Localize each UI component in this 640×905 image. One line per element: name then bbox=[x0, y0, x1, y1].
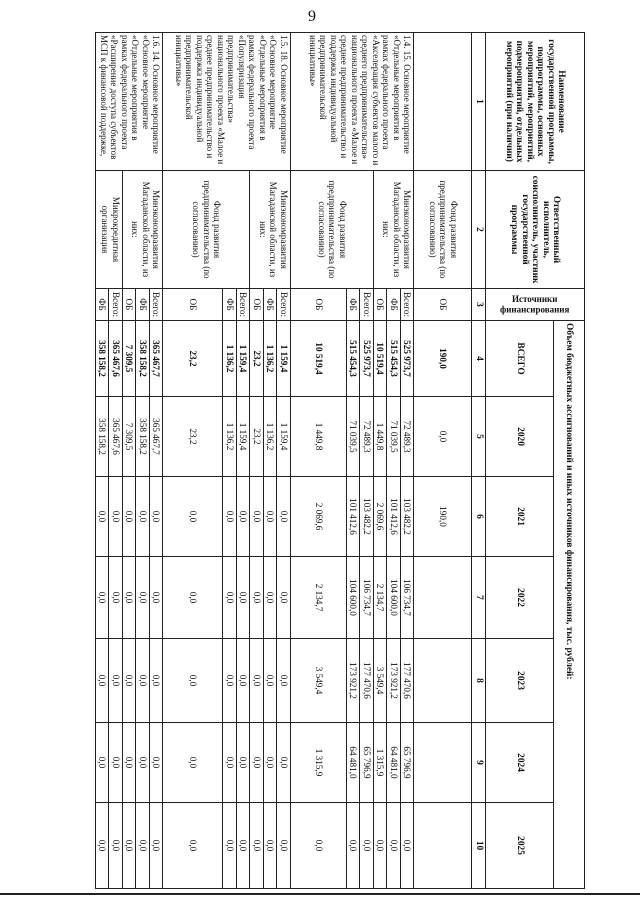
col-number: 3 bbox=[472, 289, 486, 321]
header-name: Наименование государственной программы, подпрограммы, основных мероприятий, мероприятий, подмероприятий, отдельных мероприятий (при наличии) bbox=[486, 33, 585, 171]
value-cell: 0,0 bbox=[264, 477, 278, 557]
rotated-table-wrapper bbox=[95, 32, 585, 888]
header-year: 2023 bbox=[486, 639, 554, 723]
value-cell: 65 796,9 bbox=[360, 723, 374, 803]
value-cell: 358 158,2 bbox=[96, 321, 110, 397]
value-cell: 0,0 bbox=[163, 803, 223, 889]
value-cell: 0,0 bbox=[163, 477, 223, 557]
value-cell: 0,0 bbox=[150, 557, 164, 639]
source-cell: ОБ bbox=[123, 289, 137, 321]
value-cell: 23,2 bbox=[250, 321, 264, 397]
value-cell: 23,2 bbox=[250, 397, 264, 477]
value-cell: 177 470,6 bbox=[401, 639, 415, 723]
value-cell: 0,0 bbox=[163, 639, 223, 723]
value-cell: 71 039,5 bbox=[387, 397, 401, 477]
value-cell: 64 481,0 bbox=[347, 723, 361, 803]
value-cell: 1 315,9 bbox=[374, 723, 388, 803]
executor-cell: Минэкономразвития Магаданской области, из них: bbox=[123, 171, 164, 289]
value-cell: 0,0 bbox=[96, 803, 110, 889]
source-cell: Всего: bbox=[109, 289, 123, 321]
program-name-cell: 1.5. 18. Основное мероприятие «Основное мероприятие «Отдельные мероприятия в рамках федерального проекта «Популяризация предпринимательства» национального проекта «Малое и среднее предпринимательство и поддержка индивидуальной предпринимательской инициативы» bbox=[163, 33, 291, 171]
value-cell: 358 158,2 bbox=[96, 397, 110, 477]
source-cell: ОБ bbox=[291, 289, 347, 321]
value-cell: 0,0 bbox=[347, 803, 361, 889]
value-cell: 65 796,9 bbox=[401, 723, 415, 803]
value-cell: 0,0 bbox=[264, 723, 278, 803]
value-cell: 1 159,4 bbox=[277, 397, 291, 477]
value-cell bbox=[414, 803, 472, 889]
value-cell: 10 519,4 bbox=[291, 321, 347, 397]
value-cell: 0,0 bbox=[96, 639, 110, 723]
page-number: 9 bbox=[308, 8, 316, 25]
source-cell: ФБ bbox=[96, 289, 110, 321]
source-cell: ОБ bbox=[414, 289, 472, 321]
value-cell: 1 159,4 bbox=[237, 397, 251, 477]
value-cell: 0,0 bbox=[414, 397, 472, 477]
header-source: Источники финансирования bbox=[486, 289, 585, 321]
value-cell: 0,0 bbox=[237, 477, 251, 557]
value-cell: 64 481,0 bbox=[387, 723, 401, 803]
value-cell: 0,0 bbox=[387, 803, 401, 889]
value-cell: 3 549,4 bbox=[291, 639, 347, 723]
value-cell: 1 136,2 bbox=[264, 321, 278, 397]
value-cell: 365 467,6 bbox=[109, 397, 123, 477]
value-cell: 0,0 bbox=[123, 803, 137, 889]
header-total: ВСЕГО bbox=[486, 321, 554, 397]
funding-table bbox=[95, 32, 585, 889]
value-cell: 0,0 bbox=[277, 803, 291, 889]
value-cell: 0,0 bbox=[123, 557, 137, 639]
col-number: 4 bbox=[472, 321, 486, 397]
page-bottom-rule bbox=[0, 893, 640, 895]
program-name-cell: 1.4. 15. Основное мероприятие «Отдельные мероприятия в рамках федерального проекта «Акселерация субъектов малого и среднего предпринимательства» национального проекта «Малое и среднее предпринимательство и поддержка индивидуальной предпринимательской инициативы» bbox=[291, 33, 415, 171]
value-cell: 358 158,2 bbox=[136, 321, 150, 397]
value-cell: 0,0 bbox=[277, 557, 291, 639]
value-cell: 0,0 bbox=[223, 639, 237, 723]
value-cell: 103 482,2 bbox=[401, 477, 415, 557]
value-cell: 2 134,7 bbox=[374, 557, 388, 639]
header-year: 2020 bbox=[486, 397, 554, 477]
value-cell: 101 412,6 bbox=[387, 477, 401, 557]
value-cell: 1 315,9 bbox=[291, 723, 347, 803]
value-cell: 0,0 bbox=[250, 803, 264, 889]
table-row bbox=[150, 33, 164, 889]
source-cell: ОБ bbox=[250, 289, 264, 321]
value-cell: 0,0 bbox=[223, 803, 237, 889]
value-cell: 0,0 bbox=[109, 557, 123, 639]
value-cell: 72 489,3 bbox=[360, 397, 374, 477]
value-cell: 0,0 bbox=[250, 723, 264, 803]
value-cell: 0,0 bbox=[237, 723, 251, 803]
value-cell: 0,0 bbox=[374, 803, 388, 889]
value-cell: 7 309,5 bbox=[123, 321, 137, 397]
value-cell: 0,0 bbox=[223, 723, 237, 803]
value-cell: 0,0 bbox=[250, 557, 264, 639]
value-cell: 1 159,4 bbox=[277, 321, 291, 397]
value-cell: 515 454,3 bbox=[387, 321, 401, 397]
value-cell: 71 039,5 bbox=[347, 397, 361, 477]
value-cell: 0,0 bbox=[109, 803, 123, 889]
col-number: 9 bbox=[472, 723, 486, 803]
value-cell: 0,0 bbox=[136, 723, 150, 803]
value-cell: 3 549,4 bbox=[374, 639, 388, 723]
value-cell: 101 412,6 bbox=[347, 477, 361, 557]
value-cell: 1 449,8 bbox=[291, 397, 347, 477]
header-year: 2022 bbox=[486, 557, 554, 639]
value-cell: 1 136,2 bbox=[223, 321, 237, 397]
header-year: 2021 bbox=[486, 477, 554, 557]
value-cell: 0,0 bbox=[109, 477, 123, 557]
value-cell: 0,0 bbox=[163, 723, 223, 803]
value-cell: 2 134,7 bbox=[291, 557, 347, 639]
value-cell: 0,0 bbox=[109, 639, 123, 723]
program-name-cell: 1.6. 14. Основное мероприятие «Основное мероприятие «Отдельные мероприятия в рамках федерального проекта «Расширение доступа субъектов МСП к финансовой поддержке, bbox=[96, 33, 164, 171]
header-executor: Ответственный исполнитель, соисполнитель, участник государственной программы bbox=[486, 171, 585, 289]
value-cell: 173 921,2 bbox=[387, 639, 401, 723]
source-cell: ОБ bbox=[374, 289, 388, 321]
value-cell: 0,0 bbox=[291, 803, 347, 889]
value-cell: 23,2 bbox=[163, 397, 223, 477]
value-cell: 0,0 bbox=[150, 803, 164, 889]
value-cell: 0,0 bbox=[277, 723, 291, 803]
col-number: 2 bbox=[472, 171, 486, 289]
value-cell: 0,0 bbox=[123, 723, 137, 803]
col-number: 1 bbox=[472, 33, 486, 171]
value-cell: 10 519,4 bbox=[374, 321, 388, 397]
col-number: 6 bbox=[472, 477, 486, 557]
value-cell: 0,0 bbox=[237, 803, 251, 889]
value-cell: 365 467,7 bbox=[150, 321, 164, 397]
value-cell: 106 734,7 bbox=[360, 557, 374, 639]
value-cell: 104 600,0 bbox=[387, 557, 401, 639]
value-cell: 0,0 bbox=[96, 723, 110, 803]
value-cell: 0,0 bbox=[250, 477, 264, 557]
value-cell: 0,0 bbox=[264, 557, 278, 639]
value-cell: 0,0 bbox=[123, 639, 137, 723]
value-cell: 0,0 bbox=[264, 639, 278, 723]
value-cell: 2 069,6 bbox=[374, 477, 388, 557]
value-cell: 104 600,0 bbox=[347, 557, 361, 639]
value-cell: 365 467,6 bbox=[109, 321, 123, 397]
table-row bbox=[401, 33, 415, 889]
value-cell: 0,0 bbox=[150, 477, 164, 557]
source-cell: Всего: bbox=[401, 289, 415, 321]
value-cell bbox=[414, 557, 472, 639]
source-cell: ФБ bbox=[347, 289, 361, 321]
col-number: 7 bbox=[472, 557, 486, 639]
value-cell: 1 136,2 bbox=[264, 397, 278, 477]
header-year: 2024 bbox=[486, 723, 554, 803]
source-cell: ФБ bbox=[136, 289, 150, 321]
value-cell: 0,0 bbox=[109, 723, 123, 803]
value-cell: 525 973,7 bbox=[401, 321, 415, 397]
value-cell: 0,0 bbox=[223, 557, 237, 639]
value-cell: 2 069,6 bbox=[291, 477, 347, 557]
executor-cell: Фонд развития предпринимательства (по согласованию) bbox=[291, 171, 374, 289]
value-cell: 0,0 bbox=[96, 477, 110, 557]
value-cell: 0,0 bbox=[150, 639, 164, 723]
source-cell: Всего: bbox=[150, 289, 164, 321]
executor-cell: Микрокредитная организация bbox=[96, 171, 123, 289]
col-number: 8 bbox=[472, 639, 486, 723]
source-cell: ФБ bbox=[264, 289, 278, 321]
value-cell bbox=[414, 639, 472, 723]
value-cell: 7 309,5 bbox=[123, 397, 137, 477]
value-cell: 0,0 bbox=[237, 557, 251, 639]
value-cell: 103 482,2 bbox=[360, 477, 374, 557]
value-cell: 365 467,7 bbox=[150, 397, 164, 477]
value-cell: 515 454,3 bbox=[347, 321, 361, 397]
value-cell: 173 921,2 bbox=[347, 639, 361, 723]
value-cell: 0,0 bbox=[136, 557, 150, 639]
source-cell: Всего: bbox=[237, 289, 251, 321]
header-funding: Объем бюджетных ассигнований и иных источников финансирования, тыс. рублей: bbox=[554, 321, 585, 889]
value-cell: 0,0 bbox=[277, 639, 291, 723]
value-cell: 358 158,2 bbox=[136, 397, 150, 477]
source-cell: ФБ bbox=[223, 289, 237, 321]
value-cell: 0,0 bbox=[136, 477, 150, 557]
value-cell: 1 449,8 bbox=[374, 397, 388, 477]
col-number: 10 bbox=[472, 803, 486, 889]
value-cell bbox=[414, 723, 472, 803]
value-cell: 1 159,4 bbox=[237, 321, 251, 397]
value-cell: 0,0 bbox=[250, 639, 264, 723]
value-cell: 0,0 bbox=[136, 639, 150, 723]
value-cell: 106 734,7 bbox=[401, 557, 415, 639]
source-cell: ФБ bbox=[387, 289, 401, 321]
value-cell: 0,0 bbox=[136, 803, 150, 889]
executor-cell: Фонд развития предпринимательства (по согласованию) bbox=[163, 171, 250, 289]
executor-cell: Минэкономразвития Магаданской области, из них: bbox=[374, 171, 415, 289]
value-cell: 0,0 bbox=[96, 557, 110, 639]
empty-cell bbox=[414, 33, 472, 171]
executor-cell: Фонд развития предпринимательства (по согласованию) bbox=[414, 171, 472, 289]
source-cell: ОБ bbox=[163, 289, 223, 321]
value-cell: 177 470,6 bbox=[360, 639, 374, 723]
value-cell: 0,0 bbox=[401, 803, 415, 889]
value-cell: 190,0 bbox=[414, 477, 472, 557]
value-cell: 1 136,2 bbox=[223, 397, 237, 477]
col-number: 5 bbox=[472, 397, 486, 477]
value-cell: 0,0 bbox=[237, 639, 251, 723]
value-cell: 23,2 bbox=[163, 321, 223, 397]
source-cell: Всего: bbox=[360, 289, 374, 321]
value-cell: 72 489,3 bbox=[401, 397, 415, 477]
header-year: 2025 bbox=[486, 803, 554, 889]
table-row bbox=[277, 33, 291, 889]
value-cell: 0,0 bbox=[163, 557, 223, 639]
executor-cell: Минэкономразвития Магаданской области, из них: bbox=[250, 171, 291, 289]
value-cell: 0,0 bbox=[264, 803, 278, 889]
value-cell: 0,0 bbox=[223, 477, 237, 557]
source-cell: Всего: bbox=[277, 289, 291, 321]
value-cell: 0,0 bbox=[277, 477, 291, 557]
value-cell: 190,0 bbox=[414, 321, 472, 397]
value-cell: 525 973,7 bbox=[360, 321, 374, 397]
value-cell: 0,0 bbox=[360, 803, 374, 889]
value-cell: 0,0 bbox=[150, 723, 164, 803]
value-cell: 0,0 bbox=[123, 477, 137, 557]
